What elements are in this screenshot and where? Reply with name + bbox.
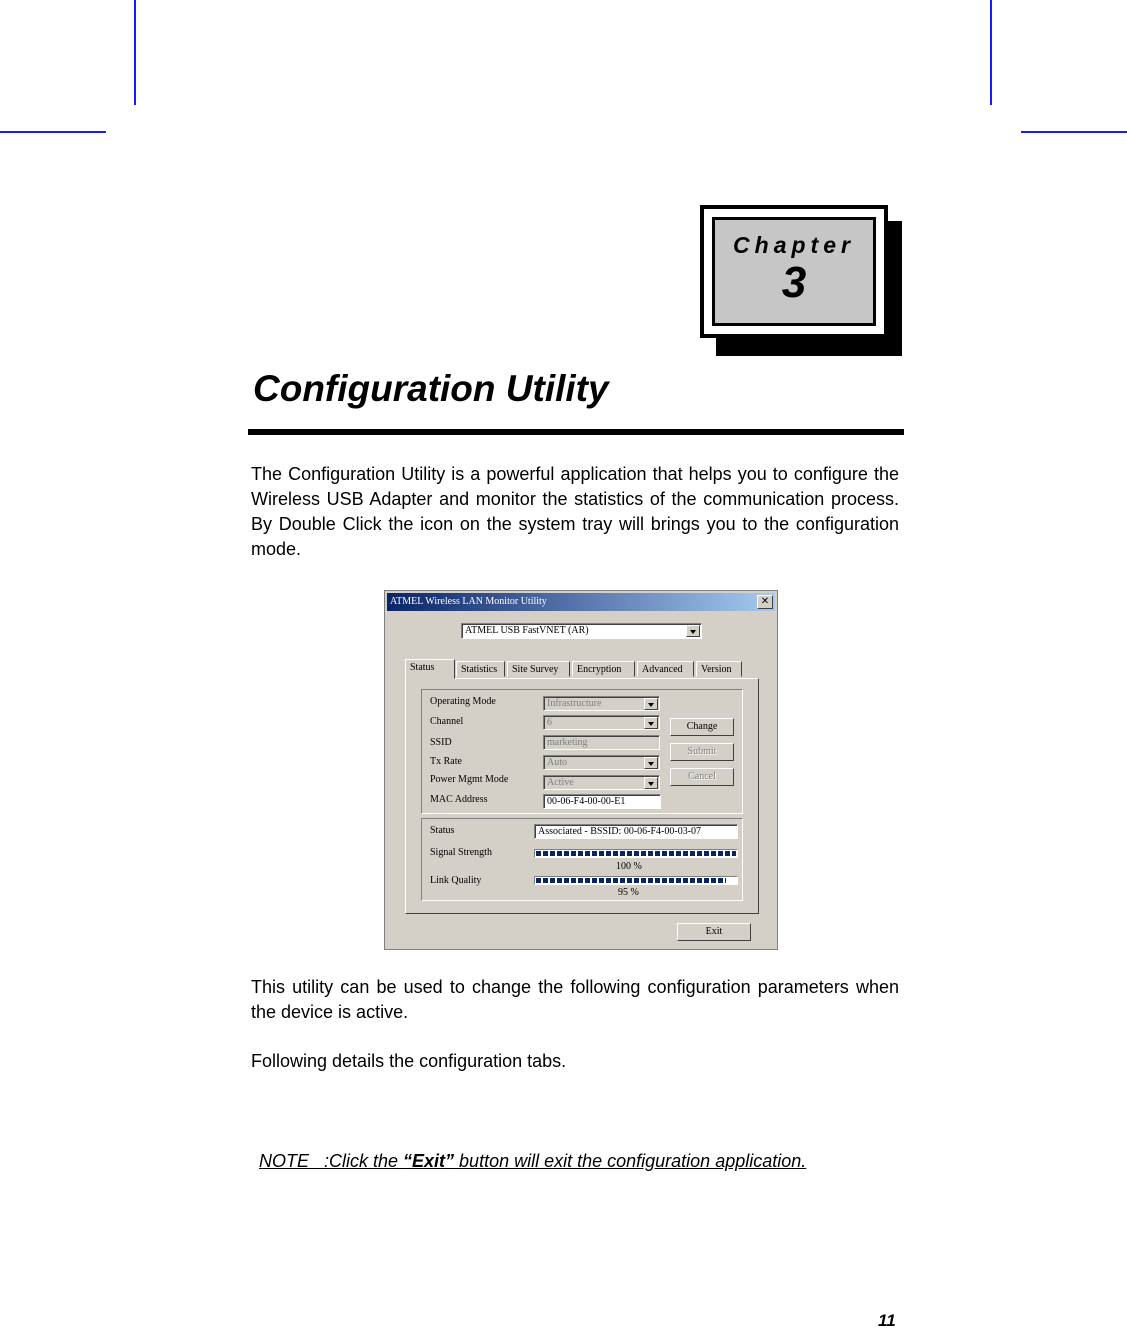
- channel-select[interactable]: [543, 715, 660, 730]
- operating-mode-label: Operating Mode: [430, 696, 496, 707]
- note-highlight: “Exit”: [403, 1151, 455, 1171]
- intro-paragraph: The Configuration Utility is a powerful application that helps you to configure the Wireless USB Adapter and monitor the statistics of the communication process. By Double Click the icon on the system tray will brings you to the configuration mode.: [251, 464, 899, 559]
- channel-label: Channel: [430, 716, 464, 727]
- window-title: ATMEL Wireless LAN Monitor Utility: [390, 596, 547, 607]
- note: [259, 1151, 806, 1172]
- ssid-input[interactable]: [543, 735, 660, 750]
- crop-mark-top-left: [0, 131, 106, 133]
- change-button[interactable]: Change: [670, 718, 734, 736]
- signal-strength-fill: [536, 851, 736, 856]
- paragraph-tabs: Following details the configuration tabs.: [251, 1051, 567, 1071]
- power-mgmt-value: Active: [547, 777, 574, 788]
- utility-window: [384, 590, 778, 950]
- chevron-down-icon[interactable]: [644, 717, 658, 729]
- power-mgmt-label: Power Mgmt Mode: [430, 774, 509, 785]
- adapter-value: ATMEL USB FastVNET (AR): [465, 625, 589, 636]
- status-value: Associated - BSSID: 00-06-F4-00-03-07: [538, 826, 702, 837]
- crop-mark-left: [134, 0, 136, 105]
- link-quality-percent: 95 %: [618, 887, 639, 898]
- tx-rate-label: Tx Rate: [430, 756, 462, 767]
- mac-address-field: [543, 794, 661, 809]
- link-quality-fill: [536, 878, 726, 883]
- status-tab-panel: [405, 678, 759, 914]
- tx-rate-value: Auto: [547, 757, 567, 768]
- tab-statistics[interactable]: Statistics: [456, 661, 505, 677]
- chevron-down-icon[interactable]: [644, 757, 658, 769]
- signal-strength-percent: 100 %: [616, 861, 642, 872]
- cancel-button[interactable]: Cancel: [670, 768, 734, 786]
- page-number: 11: [878, 1311, 896, 1330]
- status-field: [534, 824, 738, 839]
- tab-version[interactable]: Version: [696, 661, 742, 677]
- chapter-box: [700, 205, 888, 338]
- signal-strength-bar: [534, 849, 738, 858]
- settings-group: [421, 689, 743, 814]
- power-mgmt-select[interactable]: [543, 775, 660, 790]
- note-suffix: button will exit the configuration application.: [454, 1151, 807, 1171]
- note-prefix: NOTE :Click the: [259, 1151, 404, 1171]
- close-icon[interactable]: ✕: [757, 595, 773, 609]
- link-quality-label: Link Quality: [430, 875, 482, 886]
- mac-address-value: 00-06-F4-00-00-E1: [547, 796, 626, 807]
- signal-strength-label: Signal Strength: [430, 847, 492, 858]
- tx-rate-select[interactable]: [543, 755, 660, 770]
- adapter-select[interactable]: [461, 623, 702, 639]
- tab-status[interactable]: Status: [405, 659, 455, 679]
- tab-site-survey[interactable]: Site Survey: [507, 661, 570, 677]
- chevron-down-icon[interactable]: [644, 698, 658, 710]
- crop-mark-right: [990, 0, 992, 105]
- link-quality-bar: [534, 876, 738, 885]
- chevron-down-icon[interactable]: [686, 625, 700, 637]
- window-titlebar: [387, 593, 775, 611]
- ssid-label: SSID: [430, 737, 452, 748]
- chevron-down-icon[interactable]: [644, 777, 658, 789]
- operating-mode-value: Infrastructure: [547, 698, 602, 709]
- chapter-number: 3: [781, 258, 807, 307]
- submit-button[interactable]: Submit: [670, 743, 734, 761]
- status-label: Status: [430, 825, 455, 836]
- tab-encryption[interactable]: Encryption: [572, 661, 635, 677]
- chapter-label: Chapter: [733, 232, 855, 258]
- title-rule: [248, 429, 904, 435]
- status-group: [421, 818, 743, 901]
- ssid-value: marketing: [547, 737, 588, 748]
- operating-mode-select[interactable]: [543, 696, 660, 711]
- channel-value: 6: [547, 717, 552, 728]
- paragraph-parameters: This utility can be used to change the following configuration parameters when the device is active.: [251, 977, 899, 1022]
- exit-button[interactable]: Exit: [677, 923, 751, 941]
- page-title: Configuration Utility: [253, 368, 609, 409]
- tab-advanced[interactable]: Advanced: [637, 661, 694, 677]
- crop-mark-top-right: [1021, 131, 1127, 133]
- mac-address-label: MAC Address: [430, 794, 488, 805]
